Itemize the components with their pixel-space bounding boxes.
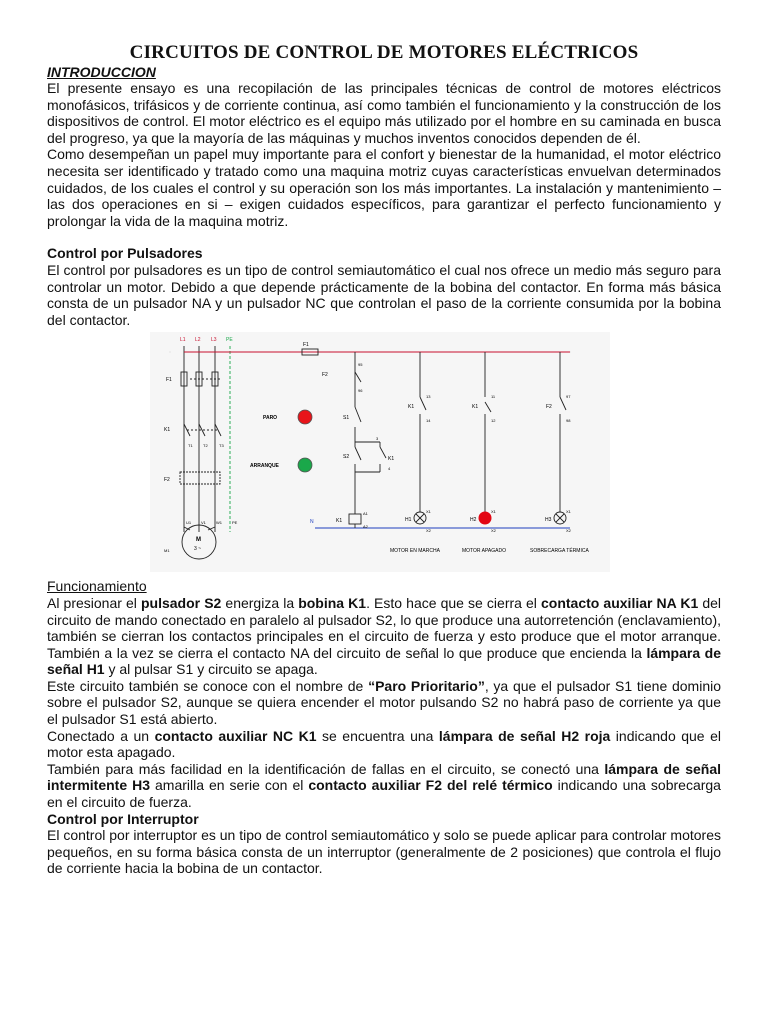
label-x2-h1: X2 [426,528,431,534]
label-f2-h3: F2 [546,404,552,411]
label-k1-hold: K1 [388,456,395,463]
label-m1: M1 [164,548,170,554]
circuit-diagram-svg [150,332,610,572]
label-h1: H1 [405,517,412,524]
label-13: 13 [426,394,431,400]
label-k1-power: K1 [164,427,171,434]
paro-button-icon [298,410,312,424]
label-97: 97 [566,394,571,400]
label-arranque: ARRANQUE [250,463,279,470]
label-11: 11 [491,394,496,400]
label-s1: S1 [343,415,350,422]
intro-paragraph-2: Como desempeñan un papel muy importante para el confort y bienestar de la humanidad, el motor eléctrico necesita ser identificado y tratado como una maquina motriz cuyas características envuelvan determinados cuidados, de los cuales el control y su operación son los más importantes. La instalación y mantenimiento – las dos operaciones en si – exigen cuidados específicos, para garantizar el perfecto funcionamiento y prolongar la vida de la maquina motriz. [47,146,721,229]
page-title: CIRCUITOS DE CONTROL DE MOTORES ELÉCTRICOS [129,42,639,63]
label-k1-h1: K1 [408,404,415,411]
motor-symbol: M [196,537,201,544]
func-paragraph-2: Este circuito también se conoce con el nombre de “Paro Prioritario”, ya que el pulsador S1 tiene dominio sobre el pulsador S2, aunque se quiera encender el motor pulsando S2 no habrá paso de corriente ya que el pulsador S1 está abierto. [47,677,721,728]
label-95: 95 [358,362,363,368]
caption-sobrecarga: SOBRECARGA TÉRMICA [530,548,589,555]
label-l2: L2 [195,337,201,344]
circuit-diagram [150,332,610,572]
spacer [47,229,721,245]
func-paragraph-1: Al presionar el pulsador S2 energiza la bobina K1. Esto hace que se cierra el contacto auxiliar NA K1 del circuito de mando conectado en paralelo al pulsador S2, lo que produce una autorretención (enclavamiento), también se cierran los contactos principales en el circuito de fuerza y esto produce que el motor arranque. También a la vez se cierra el contacto NA del circuito de señal lo que produce que encienda la lámpara de señal H1 y al pulsar S1 y circuito se apaga. [47,594,722,678]
label-98: 98 [566,418,571,424]
label-f2-power: F2 [164,477,170,484]
label-k1-h2: K1 [472,404,479,411]
label-h2: H2 [470,517,477,524]
section-heading-funcionamiento: Funcionamiento [47,578,147,595]
label-u1: U1 [186,520,192,526]
label-pe-motor: PE [232,520,238,526]
section-heading-interruptor: Control por Interruptor [47,810,199,827]
label-l3: L3 [211,337,217,344]
caption-motor-en-marcha: MOTOR EN MARCHA [390,548,440,555]
pulsadores-paragraph: El control por pulsadores es un tipo de control semiautomático el cual nos ofrece un medio más seguro para controlar un motor. Debido a que depende prácticamente de la bobina del contactor. En forma más básica consta de un pulsador NA y un pulsador NC que controlan el paso de la corriente consumida por la bobina del contactor. [47,261,721,328]
arranque-button-icon [298,458,312,472]
label-x2-h2: X2 [491,528,496,534]
func-paragraph-3: Conectado a un contacto auxiliar NC K1 se encuentra una lámpara de señal H2 roja indicando que el motor esta apagado. [47,727,721,761]
label-w1: W1 [216,520,222,526]
label-x1-h2: X1 [491,509,496,515]
label-x1-h3: X1 [566,509,571,515]
label-t3: T3 [219,443,224,449]
label-x2-h3: X2 [566,528,571,534]
label-f1-control: F1 [303,342,309,349]
label-k1-coil: K1 [336,518,343,525]
label-s2: S2 [343,454,350,461]
label-pe: PE [226,337,233,344]
intro-paragraph-1: El presente ensayo es una recopilación de las principales técnicas de control de motores eléctricos monofásicos, trifásicos y de corriente continua, así como también el funcionamiento y la construcción de los dispositivos de control. El motor eléctrico es el equipo más utilizado por el hombre en su caminada en busca del progreso, ya que la mayoría de las máquinas y muchos inventos conocidos dependen de él. [47,80,721,146]
section-heading-pulsadores: Control por Pulsadores [47,245,203,262]
label-paro: PARO [263,415,278,422]
document-page [47,42,721,877]
label-96: 96 [358,388,363,394]
label-f2-control: F2 [322,372,328,379]
label-v1: V1 [201,520,206,526]
label-a2: A2 [363,524,368,530]
label-a1: A1 [363,511,368,517]
label-t2: T2 [203,443,208,449]
label-12: 12 [491,418,496,424]
label-t1: T1 [188,443,193,449]
caption-motor-apagado: MOTOR APAGADO [462,548,506,555]
label-n: N [310,519,314,526]
label-f1-power: F1 [166,377,172,384]
section-heading-introduccion: INTRODUCCION [47,64,156,80]
label-x1-h1: X1 [426,509,431,515]
label-4: 4 [388,466,391,472]
motor-phase: 3 ~ [194,546,202,553]
label-3: 3 [376,436,379,442]
lamp-h2-red [479,512,492,525]
label-h3: H3 [545,517,552,524]
interruptor-paragraph: El control por interruptor es un tipo de control semiautomático y solo se puede aplicar para controlar motores pequeños, en su forma básica consta de un interruptor (generalmente de 2 posiciones) que controla el flujo de corriente hacia la bobina de un contactor. [47,827,721,877]
label-14: 14 [426,418,431,424]
func-paragraph-4: También para más facilidad en la identificación de fallas en el circuito, se conectó una lámpara de señal intermitente H3 amarilla en serie con el contacto auxiliar F2 del relé térmico indicando una sobrecarga en el circuito de fuerza. [47,760,722,811]
label-l1: L1 [180,337,186,344]
